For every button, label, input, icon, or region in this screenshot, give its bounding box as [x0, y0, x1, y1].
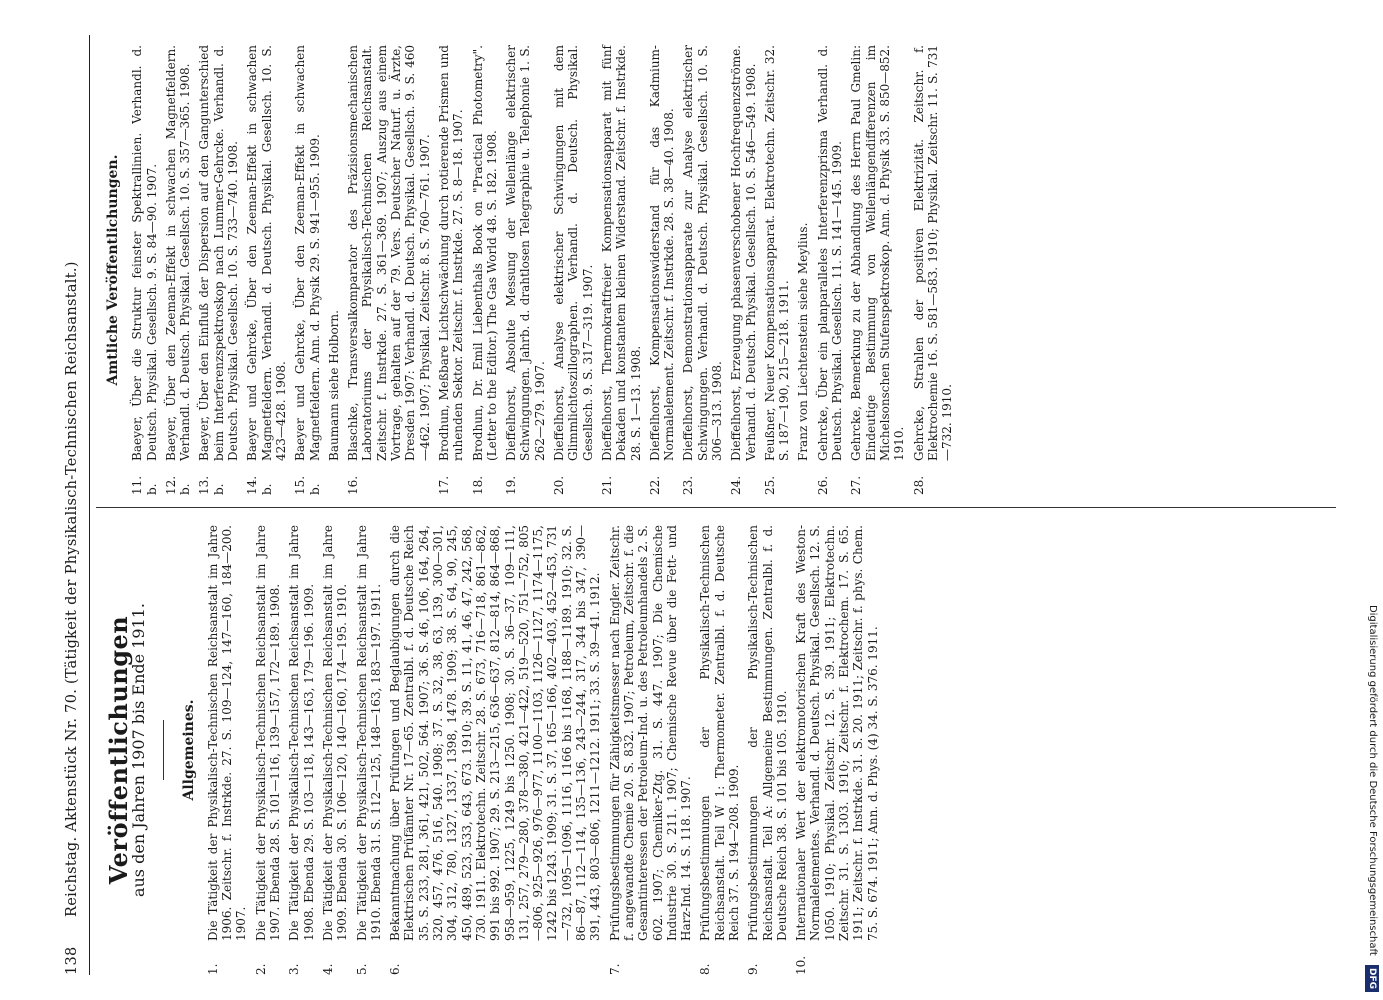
- entry-number: 24.: [729, 475, 744, 495]
- entry-text: Die Tätigkeit der Physikalisch-Technischen Reichsanstalt im Jahre 1907. Ebenda 28. S. 101—116, 139—157, 172—189. 1908.: [253, 525, 283, 941]
- entry-text: Baumann siehe Holborn.: [326, 310, 341, 461]
- dfg-logo: DFG: [1365, 965, 1379, 992]
- publication-entry: [849, 45, 906, 495]
- entry-number: 25.: [762, 475, 777, 495]
- entry-text: Prüfungsbestimmungen für Zähigkeitsmesser nach Engler. Zeitschr. f. angewandte Chemie 20. S. 832. 1907; Petroleum, Zeitschr. f. die Gesamtinteressen der Petroleum-Ind. u. des Petroleumhandels 2. S. 602. 1907; Chemiker-Ztg. 31. S. 447. 1907; Die Chemische Industrie 30. S. 211. 1907; Chemische Revue über die Fett- und Harz-Ind. 14. S. 118. 1907.: [607, 525, 694, 941]
- entry-text: Gehrcke, Über ein planparalleles Interferenzprisma Verhandl. d. Deutsch. Physikal. Gesellsch. 11. S. 141—145. 1909.: [815, 45, 845, 461]
- entry-text: Dieffelhorst, Demonstrationsapparate zur Analyse elektrischer Schwingungen. Verhandl. d. Deutsch. Physikal. Gesellsch. 10. S. 306—313. 1908.: [681, 45, 724, 461]
- section-heading-official: Amtliche Veröffentlichungen.: [105, 154, 121, 386]
- entry-number: 23.: [681, 475, 696, 495]
- entry-number: 27.: [849, 475, 864, 495]
- entry-text: Dieffelhorst, Erzeugung phasenverschobener Hochfrequenzströme. Verhandl. d. Deutsch. Physikal. Gesellsch. 10. S. 546—549. 1908.: [729, 45, 758, 461]
- publication-entry: [763, 45, 792, 495]
- publication-entry: [600, 45, 643, 495]
- entry-text: Dieffelhorst, Thermokraftfreier Kompensationsapparat mit fünf Dekaden und konstantem kleinen Widerstand. Zeitschr. f. Instrkde. 28. S. 1—13. 1908.: [599, 45, 643, 461]
- publication-entry: [206, 525, 249, 975]
- entry-text: Bekanntmachung über Prüfungen und Beglaubigungen durch die Elektrischen Prüfämter Nr. 17—65. Zentralbl. f. d. Deutsche Reich 35. S. 233, 281, 361, 421, 502, 564. 1907; 36. S. 46, 106, 164, 264, 320, 457, 476, 516, 540. 1908; 37. S. 32, 38, 63, 139, 300—301, 304, 312, 780, 1327, 1337, 1398, 1478. 1909; 38. S. 64, 90, 245, 450, 489, 523, 533, 643, 673. 1910; 39. S. 11, 41, 46, 47, 242, 568, 730. 1911. Elektrotechn. Zeitschr. 28. S. 673, 716—718, 861—862, 991 bis 992. 1907; 29. S. 213—215, 636—637, 812—814, 864—868, 958—959, 1225, 1249 bis 1250. 1908; 30. S. 36—37, 109—111, 131, 257, 279—280, 378—380, 421—422, 519—520, 751—752, 805—806, 925—926, 976—977, 1100—1103, 1126—1127, 1174—1175, 1242 bis 1243. 1909; 31. S. 37, 165—166, 402—403, 452—453, 731—732, 1095—1096, 1116, 1166 bis 1168, 1188—1189. 1910; 32. S. 86—87, 112—114, 135—136, 243—244, 317, 344 bis 347, 390—391, 443, 803—806, 1211—1212. 1911; 33. S. 39—41. 1912.: [388, 525, 603, 941]
- publication-entry: [287, 525, 316, 975]
- entry-number: 14. b.: [245, 475, 274, 495]
- publication-entry: [197, 45, 240, 495]
- entry-number: 13. b.: [197, 475, 226, 495]
- entry-text: Baeyer, Über den Einfluß der Dispersion auf den Gangunterschied beim Interferenzspektroskop nach Lummer-Gehrcke. Verhandl. d. Deutsch. Physikal. Gesellsch. 10. S. 733—740. 1908.: [197, 45, 241, 461]
- publication-entry: [471, 45, 500, 495]
- entry-text: Franz von Liechtenstein siehe Meylius.: [796, 222, 811, 461]
- entry-number: 2.: [253, 963, 268, 975]
- publication-entry: [552, 45, 595, 495]
- entry-number: 18.: [470, 475, 485, 495]
- digitization-credit: [1365, 8, 1379, 992]
- section-heading-general: Allgemeines.: [180, 699, 197, 801]
- title-rule: [163, 720, 164, 780]
- entry-number: 20.: [552, 475, 567, 495]
- entry-number: 6.: [388, 963, 403, 975]
- publication-entry: [729, 45, 758, 495]
- publication-entry: [293, 45, 322, 495]
- entry-text: Die Tätigkeit der Physikalisch-Technischen Reichsanstalt im Jahre 1909. Ebenda 30. S. 106—120, 140—160, 174—195. 1910.: [320, 525, 350, 941]
- publication-entry: [437, 45, 466, 495]
- entries-list-left: [206, 525, 880, 975]
- entry-text: Brodhun, Dr. Emil Liebenthals Book on "Practical Photometry". (Letter to the Editor.) The Gas World 48. S. 182. 1908.: [470, 45, 499, 461]
- publication-entry: [254, 525, 283, 975]
- publication-entry: [746, 525, 789, 975]
- entry-text: Blaschke, Transversalkomparator des Präzisionsmechanischen Laboratoriums der Physikalisch-Technischen Reichsanstalt. Zeitschr. f. Instrkde. 27. S. 361—369. 1907; Auszug aus einem Vortrage, gehalten auf der 79. Vers. Deutscher Naturf. u. Ärzte, Dresden 1907: Verhandl. d. Deutsch. Physikal. Gesellsch. 9. S. 460—462. 1907; Physikal. Zeitschr. 8. S. 760—761. 1907.: [346, 45, 432, 461]
- publication-entry: [321, 525, 350, 975]
- entry-number: 26.: [815, 475, 830, 495]
- entry-number: [327, 461, 341, 495]
- entry-number: 17.: [436, 475, 451, 495]
- header-rule: [89, 35, 90, 975]
- entry-number: 22.: [647, 475, 662, 495]
- publication-entry: [816, 45, 845, 495]
- entry-number: 21.: [599, 475, 614, 495]
- publication-entry: [648, 45, 677, 495]
- document-subtitle: aus den Jahren 1907 bis Ende 1911.: [129, 602, 149, 898]
- entry-text: Gehrcke, Bemerkung zu der Abhandlung des Herrn Paul Gmelin: Eindeutige Bestimmung von Wellenlängendifferenzen im Michelsonschen Stufenspektroskop. Ann. d. Physik 33. S. 850—852. 1910.: [849, 45, 907, 461]
- publication-entry: [681, 45, 724, 495]
- publication-entry: [355, 525, 384, 975]
- entry-number: 5.: [354, 963, 369, 975]
- column-divider: [96, 507, 1336, 508]
- rotated-sheet: [62, 35, 1362, 975]
- entry-number: 16.: [346, 475, 361, 495]
- page-number: 138: [64, 946, 80, 975]
- entry-text: Baeyer und Gehrcke, Über den Zeeman-Effekt in schwachen Magnetfeldern. Ann. d. Physik 29. S. 941—955. 1909.: [293, 45, 322, 461]
- entry-text: Dieffelhorst, Kompensationswiderstand für das Kadmium-Normalelement. Zeitschr. f. Instrkde. 28. S. 38—40. 1908.: [647, 45, 677, 461]
- entries-list-right: [130, 45, 954, 495]
- entry-number: 4.: [320, 963, 335, 975]
- publication-entry: [346, 45, 432, 495]
- entry-number: 8.: [698, 963, 713, 975]
- publication-entry: [912, 45, 955, 495]
- entry-text: Baeyer, Über die Struktur feinster Spektrallinien. Verhandl. d. Deutsch. Physikal. Gesellsch. 9. S. 84—90. 1907.: [130, 45, 159, 461]
- entry-text: Dieffelhorst, Analyse elektrischer Schwingungen mit dem Glimmlichtoszillographen. Verhandl. d. Deutsch. Physikal. Gesellsch. 9. S. 317—319. 1907.: [552, 45, 595, 461]
- publication-entry: [327, 45, 341, 495]
- entry-text: Prüfungsbestimmungen der Physikalisch-Technischen Reichsanstalt. Teil W 1: Thermometer. Zentralbl. f. d. Deutsche Reich 37. S. 194—208. 1909.: [698, 525, 741, 941]
- left-column: [102, 525, 885, 975]
- entry-number: 1.: [205, 963, 220, 975]
- running-header: [62, 35, 86, 975]
- entry-number: 15. b.: [293, 475, 322, 495]
- entry-text: Dieffelhorst, Absolute Messung der Wellenlänge elektrischer Schwingungen. Jahrb. d. drahtlosen Telegraphie u. Telephonie 1. S. 262—279. 1907.: [504, 45, 547, 461]
- entry-text: Die Tätigkeit der Physikalisch-Technischen Reichsanstalt im Jahre 1910. Ebenda 31. S. 112—125, 148—163, 183—197. 1911.: [354, 525, 383, 941]
- entry-number: 28.: [911, 475, 926, 495]
- running-title: Reichstag. Aktenstück Nr. 70. (Tätigkeit der Physikalisch-Technischen Reichsanstalt.): [64, 261, 80, 917]
- publication-entry: [794, 525, 880, 975]
- entry-number: 7.: [607, 963, 622, 975]
- credit-text: Digitalisierung gefördert durch die Deutsche Forschungsgemeinschaft: [1367, 604, 1378, 956]
- entry-number: 12. b.: [163, 475, 193, 495]
- entry-text: Die Tätigkeit der Physikalisch-Technischen Reichsanstalt im Jahre 1906. Zeitschr. f. Instrkde. 27. S. 109—124, 147—160, 184—200. 1907.: [205, 525, 249, 941]
- entry-number: 3.: [287, 963, 302, 975]
- entry-number: 10.: [794, 955, 809, 975]
- document-title: Veröffentlichungen: [104, 615, 133, 885]
- entry-number: 9.: [746, 963, 761, 975]
- publication-entry: [796, 45, 810, 495]
- entry-text: Die Tätigkeit der Physikalisch-Technischen Reichsanstalt im Jahre 1908. Ebenda 29. S. 103—118, 143—163, 179—196. 1909.: [287, 525, 316, 941]
- publication-entry: [698, 525, 741, 975]
- entry-number: [796, 461, 810, 495]
- publication-entry: [245, 45, 288, 495]
- entry-text: Feußner, Neuer Kompensationsapparat. Elektrotechn. Zeitschr. 32. S. 187—190, 215—218. 1911.: [762, 45, 792, 461]
- publication-entry: [164, 45, 193, 495]
- entry-number: 19.: [504, 475, 519, 495]
- right-column: [102, 45, 959, 495]
- publication-entry: [608, 525, 694, 975]
- entry-text: Gehrcke, Strahlen der positiven Elektrizität. Zeitschr. f. Elektrochemie 16. S. 581—583. 1910; Physikal. Zeitschr. 11. S. 731—732. 1910.: [911, 45, 955, 461]
- publication-entry: [130, 45, 159, 495]
- publication-entry: [504, 45, 547, 495]
- entry-number: 11. b.: [130, 475, 159, 495]
- entry-text: Prüfungsbestimmungen der Physikalisch-Technischen Reichsanstalt. Teil A: Allgemeine Bestimmungen. Zentralbl. f. d. Deutsche Reich 38. S. 101 bis 105. 1910.: [746, 525, 789, 941]
- entry-text: Baeyer, Über den Zeeman-Effekt in schwachen Magnetfeldern. Verhandl. d. Deutsch. Physikal. Gesellsch. 10. S. 357—365. 1908.: [163, 45, 193, 461]
- entry-text: Internationaler Wert der elektromotorischen Kraft des Weston-Normalelementes. Verhandl. d. Deutsch. Physikal. Gesellsch. 12. S. 1050. 1910; Physikal. Zeitschr. 12. S. 39. 1911; Elektrotechn. Zeitschr. 31. S. 1303. 1910; Zeitschr. f. Elektrochem. 17. S. 65. 1911; Zeitschr. f. Instrkde. 31. S. 20. 1911; Zeitschr. f. phys. Chem. 75. S. 674. 1911; Ann. d. Phys. (4) 34. S. 376. 1911.: [794, 525, 880, 941]
- entry-text: Baeyer und Gehrcke, Über den Zeeman-Effekt in schwachen Magnetfeldern. Verhandl. d. Deutsch. Physikal. Gesellsch. 10. S. 423—428. 1908.: [245, 45, 288, 461]
- publication-entry: [388, 525, 602, 975]
- entry-text: Brodhun, Meßbare Lichtschwächung durch rotierende Prismen und ruhenden Sektor. Zeitschr. f. Instrkde. 27. S. 8—18. 1907.: [436, 45, 466, 461]
